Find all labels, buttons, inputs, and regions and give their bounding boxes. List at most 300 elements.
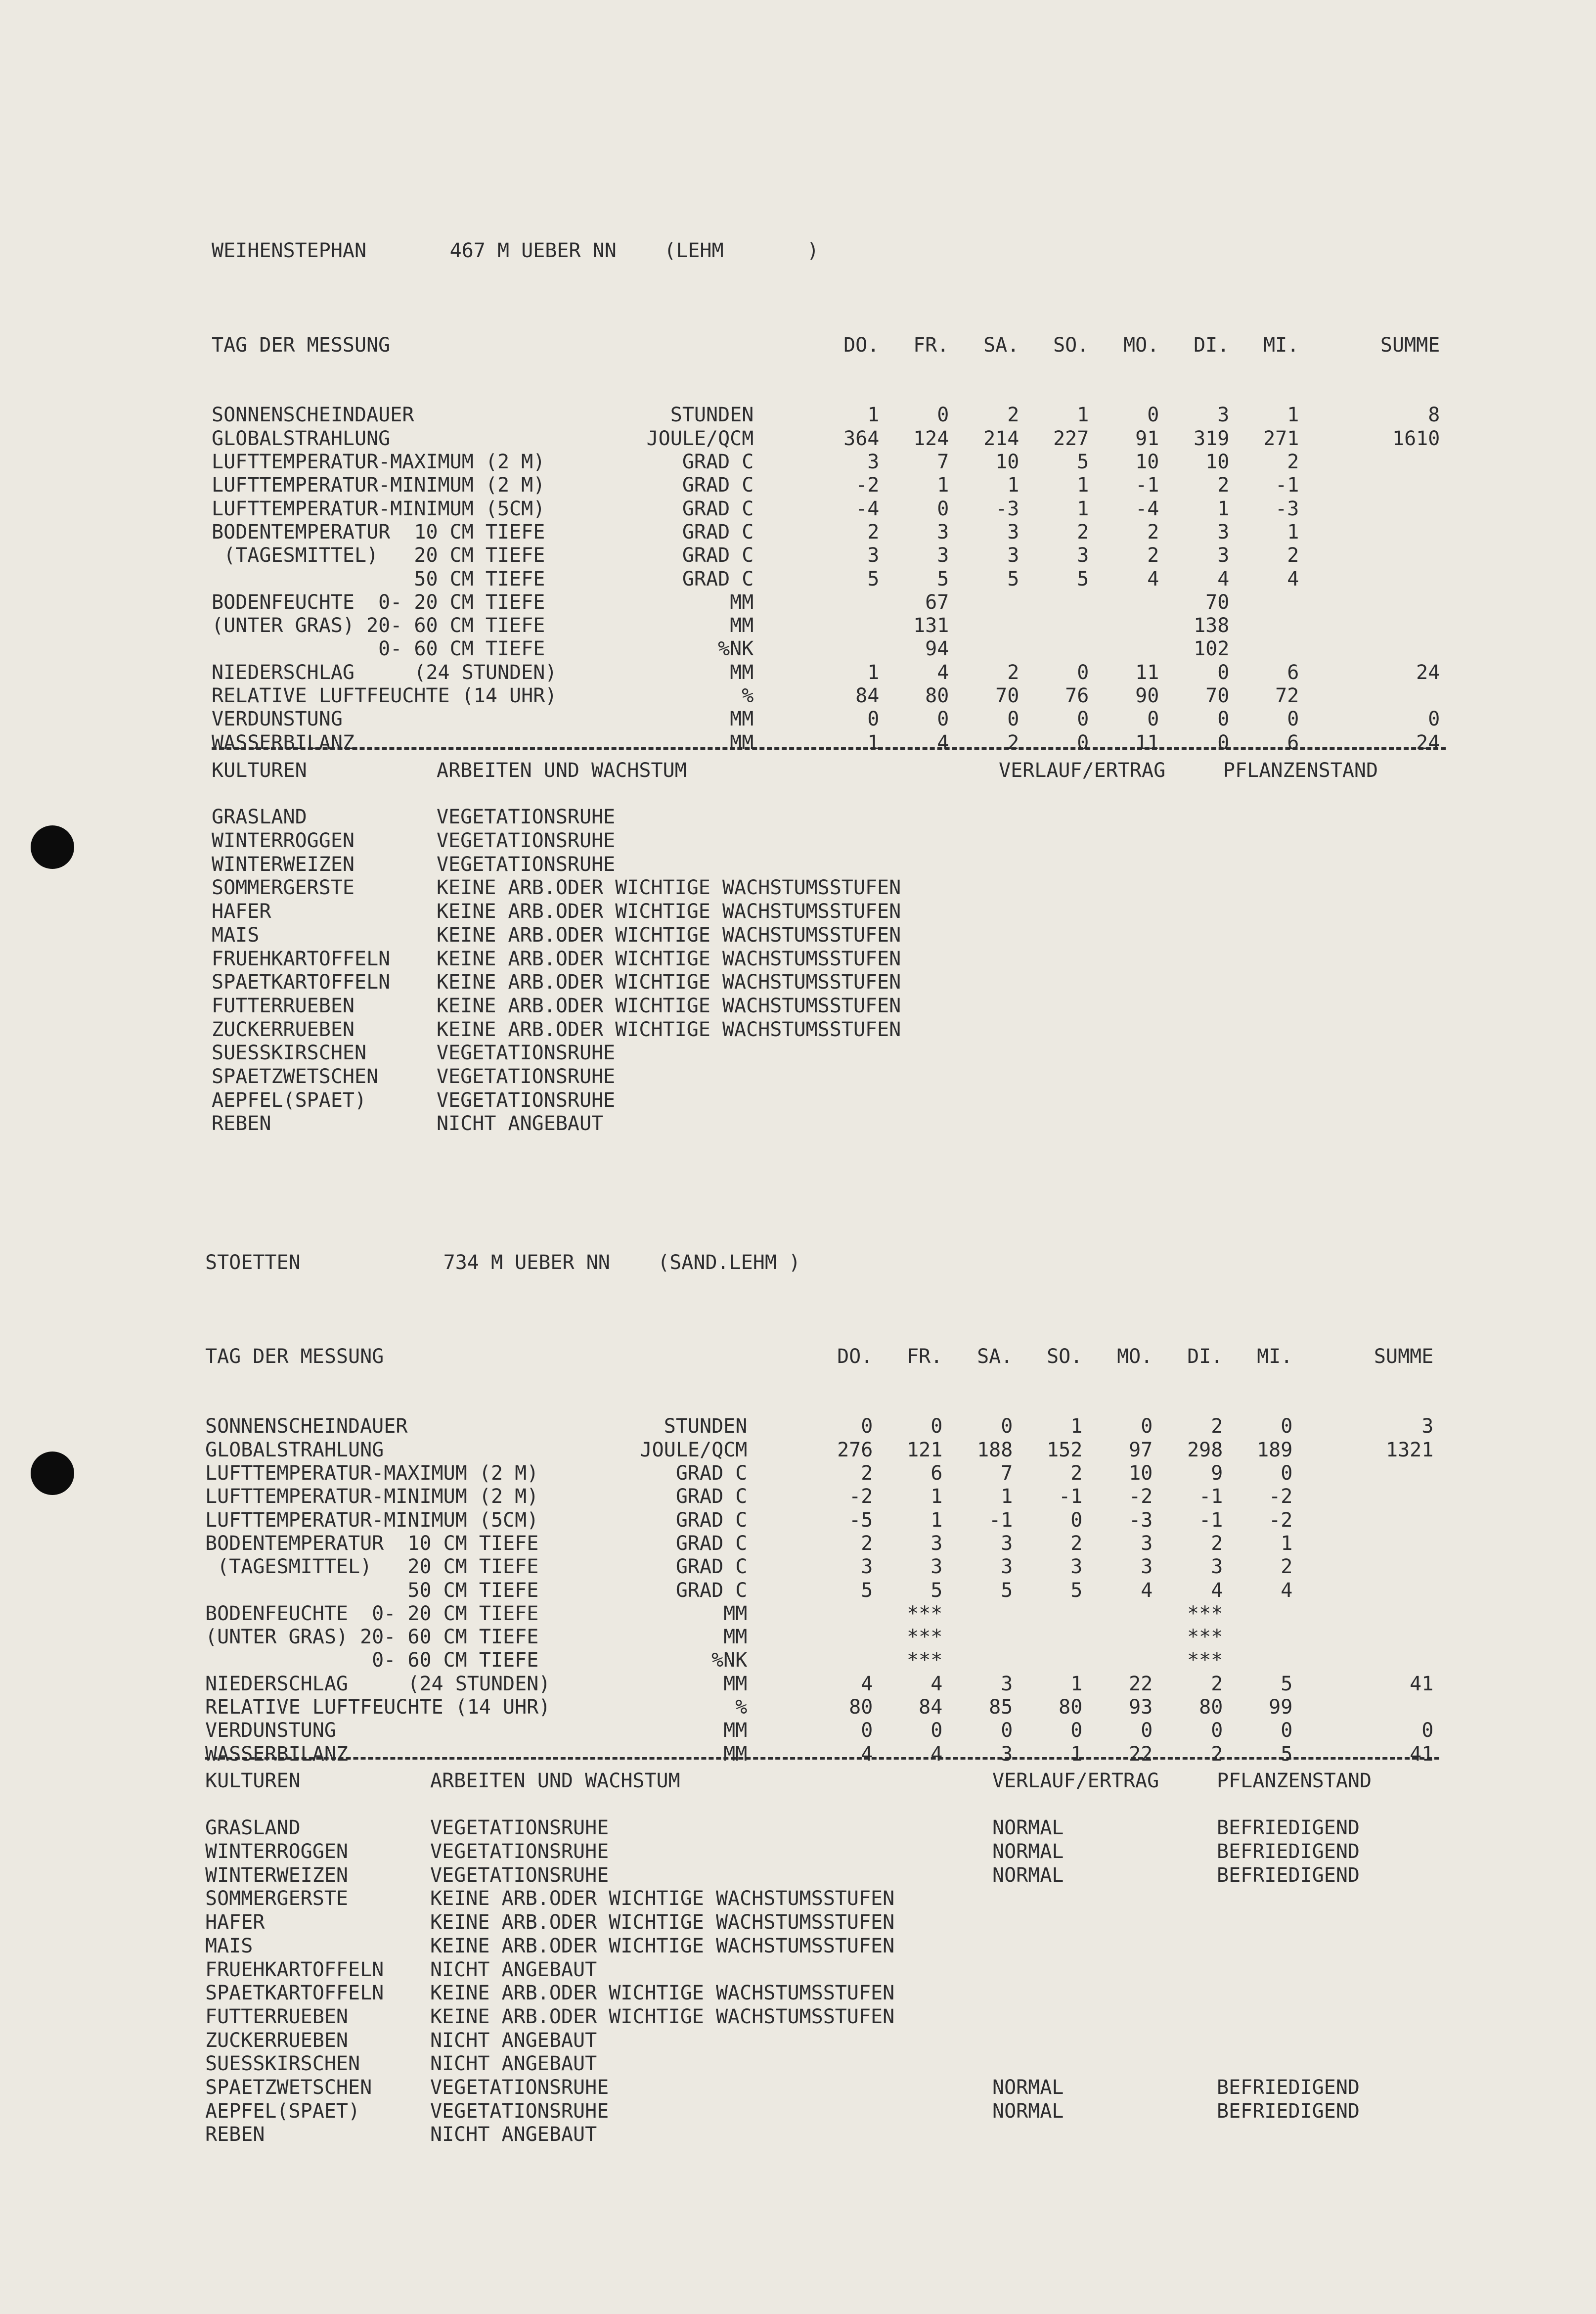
unit-label: MM [723, 1672, 748, 1695]
value-cell: 227 [1053, 427, 1089, 450]
value-cell: 0 [937, 497, 949, 520]
summe-label: SUMME [1374, 1345, 1434, 1368]
value-cell: 1 [931, 1485, 943, 1508]
value-cell: 2 [1211, 1532, 1223, 1555]
value-cell: 3 [1001, 1532, 1013, 1555]
culture-stand: BEFRIEDIGEND [1217, 1840, 1360, 1863]
value-cell: 0 [1070, 1719, 1083, 1742]
value-cell: 0 [931, 1719, 943, 1742]
culture-verlauf: NORMAL [992, 1840, 1064, 1863]
value-cell: 0 [931, 1415, 943, 1438]
value-cell: 76 [1065, 684, 1089, 708]
row-label: RELATIVE LUFTFEUCHTE (14 UHR) [205, 1696, 551, 1719]
value-cell: 5 [1077, 567, 1089, 590]
value-cell: 7 [937, 451, 949, 474]
measurement-row [212, 474, 1299, 497]
value-cell: -5 [849, 1508, 873, 1532]
day-label: FR. [907, 1345, 943, 1368]
value-cell: 3 [1001, 1672, 1013, 1695]
value-cell: 3 [1007, 544, 1020, 567]
culture-name: HAFER [205, 1911, 265, 1934]
value-cell: *** [1187, 1602, 1223, 1625]
measurement-row [212, 661, 1440, 684]
col-kulturen: KULTUREN [205, 1770, 301, 1793]
culture-row [212, 971, 901, 995]
row-label: RELATIVE LUFTFEUCHTE (14 UHR) [212, 684, 557, 708]
culture-work: NICHT ANGEBAUT [430, 2052, 597, 2076]
value-cell: *** [907, 1626, 943, 1649]
value-cell: 5 [1281, 1742, 1293, 1766]
value-cell: -1 [989, 1508, 1013, 1532]
unit-label: JOULE/QCM [640, 1438, 748, 1461]
unit-label: MM [723, 1742, 748, 1766]
value-cell: 1 [1070, 1672, 1083, 1695]
value-cell: 138 [1194, 614, 1230, 637]
col-kulturen: KULTUREN [212, 759, 307, 782]
culture-name: HAFER [212, 900, 271, 923]
value-cell: 70 [1205, 590, 1230, 614]
sum-cell: 41 [1410, 1742, 1434, 1766]
culture-work: VEGETATIONSRUHE [437, 1089, 616, 1112]
culture-verlauf: NORMAL [992, 2076, 1064, 2099]
culture-name: FUTTERRUEBEN [205, 2005, 348, 2028]
culture-work: KEINE ARB.ODER WICHTIGE WACHSTUMSSTUFEN [437, 876, 901, 900]
value-cell: 0 [1001, 1415, 1013, 1438]
culture-row [212, 947, 901, 971]
culture-work: VEGETATIONSRUHE [437, 829, 616, 853]
value-cell: 2 [1211, 1672, 1223, 1695]
value-cell: 0 [861, 1719, 873, 1742]
value-cell: 1 [1281, 1532, 1293, 1555]
culture-work: KEINE ARB.ODER WICHTIGE WACHSTUMSSTUFEN [437, 900, 901, 923]
value-cell: 1 [1070, 1742, 1083, 1766]
value-cell: -2 [855, 474, 880, 497]
value-cell: 3 [1001, 1555, 1013, 1579]
value-cell: 2 [1217, 474, 1230, 497]
punch-hole-upper [31, 825, 74, 869]
value-cell: *** [907, 1649, 943, 1672]
value-cell: 9 [1211, 1462, 1223, 1485]
value-cell: 90 [1135, 684, 1159, 708]
value-cell: 5 [1001, 1579, 1013, 1602]
value-cell: 2 [1077, 520, 1089, 544]
value-cell: 3 [867, 544, 880, 567]
value-cell: 3 [1217, 544, 1230, 567]
value-cell: 121 [907, 1438, 943, 1461]
value-cell: 22 [1129, 1742, 1153, 1766]
measurement-row [205, 1672, 1434, 1696]
value-cell: 319 [1194, 427, 1230, 450]
culture-work: NICHT ANGEBAUT [430, 2029, 597, 2052]
value-cell: 5 [1070, 1579, 1083, 1602]
value-cell: 276 [837, 1438, 873, 1461]
unit-label: GRAD C [682, 497, 754, 520]
value-cell: 2 [1147, 544, 1159, 567]
row-label: LUFTTEMPERATUR-MAXIMUM (2 M) [212, 451, 545, 474]
culture-work: KEINE ARB.ODER WICHTIGE WACHSTUMSSTUFEN [437, 994, 901, 1017]
value-cell: 124 [913, 427, 949, 450]
value-cell: 11 [1135, 661, 1159, 684]
day-label: DO. [837, 1345, 873, 1368]
day-label: DI. [1187, 1345, 1223, 1368]
value-cell: *** [1187, 1649, 1223, 1672]
unit-label: GRAD C [675, 1579, 748, 1602]
culture-name: FRUEHKARTOFFELN [212, 947, 391, 970]
unit-label: % [735, 1696, 748, 1719]
row-label: 0- 60 CM TIEFE [205, 1649, 539, 1672]
culture-work: KEINE ARB.ODER WICHTIGE WACHSTUMSSTUFEN [430, 1911, 895, 1934]
culture-row [212, 1065, 616, 1089]
col-arbeiten: ARBEITEN UND WACHSTUM [437, 759, 687, 782]
day-label: MO. [1123, 333, 1159, 357]
punch-hole-lower [31, 1452, 74, 1495]
unit-label: MM [730, 590, 754, 614]
culture-name: SOMMERGERSTE [205, 1887, 348, 1910]
row-label: WASSERBILANZ [212, 731, 355, 754]
culture-work: VEGETATIONSRUHE [437, 853, 616, 876]
sum-cell: 1610 [1392, 427, 1440, 450]
culture-name: WINTERROGGEN [212, 829, 355, 853]
culture-verlauf: NORMAL [992, 1863, 1064, 1887]
value-cell: -4 [1135, 497, 1159, 520]
value-cell: 1 [1077, 474, 1089, 497]
value-cell: 3 [1001, 1742, 1013, 1766]
value-cell: 1 [1217, 497, 1230, 520]
culture-row [205, 2005, 895, 2029]
measurement-row [205, 1555, 1293, 1579]
value-cell: 1 [931, 1508, 943, 1532]
station-header: STOETTEN 734 M UEBER NN (SAND.LEHM ) [205, 1251, 801, 1274]
culture-row [212, 829, 616, 853]
value-cell: 0 [1217, 731, 1230, 754]
unit-label: GRAD C [682, 451, 754, 474]
value-cell: 0 [1141, 1719, 1153, 1742]
day-label: SA. [983, 333, 1020, 357]
value-cell: 4 [931, 1672, 943, 1695]
culture-work: VEGETATIONSRUHE [430, 2076, 609, 2099]
culture-work: VEGETATIONSRUHE [437, 1042, 616, 1065]
value-cell: 67 [925, 590, 949, 614]
summe-label: SUMME [1380, 333, 1440, 357]
culture-name: FRUEHKARTOFFELN [205, 1958, 384, 1981]
dashed-divider [212, 747, 1446, 750]
value-cell: 5 [1007, 567, 1020, 590]
row-label: (UNTER GRAS) 20- 60 CM TIEFE [205, 1626, 539, 1649]
culture-row [205, 1958, 597, 1982]
day-label: FR. [913, 333, 949, 357]
sum-cell: 24 [1416, 661, 1440, 684]
row-label: (TAGESMITTEL) 20 CM TIEFE [212, 544, 545, 567]
value-cell: 5 [937, 567, 949, 590]
row-label: LUFTTEMPERATUR-MAXIMUM (2 M) [205, 1462, 539, 1485]
row-label: TAG DER MESSUNG [212, 333, 391, 357]
culture-work: VEGETATIONSRUHE [430, 1863, 609, 1887]
measurement-row [205, 1696, 1293, 1719]
col-pflanzen: PFLANZENSTAND [1217, 1770, 1372, 1793]
value-cell: 1 [1070, 1415, 1083, 1438]
culture-work: VEGETATIONSRUHE [437, 1065, 616, 1088]
col-arbeiten: ARBEITEN UND WACHSTUM [430, 1770, 680, 1793]
value-cell: 2 [1007, 731, 1020, 754]
value-cell: 0 [1070, 1508, 1083, 1532]
value-cell: 214 [983, 427, 1020, 450]
day-label: SA. [977, 1345, 1013, 1368]
value-cell: 0 [1281, 1462, 1293, 1485]
row-label: NIEDERSCHLAG (24 STUNDEN) [212, 661, 557, 684]
value-cell: 1 [1007, 474, 1020, 497]
measurement-row [212, 590, 1230, 614]
value-cell: 85 [989, 1696, 1013, 1719]
value-cell: 0 [1077, 661, 1089, 684]
row-label: SONNENSCHEINDAUER [205, 1415, 408, 1438]
value-cell: -3 [995, 497, 1020, 520]
value-cell: 5 [1281, 1672, 1293, 1695]
culture-verlauf: NORMAL [992, 2099, 1064, 2123]
value-cell: 1 [867, 731, 880, 754]
unit-label: GRAD C [675, 1555, 748, 1579]
value-cell: 4 [1211, 1579, 1223, 1602]
value-cell: 0 [1007, 708, 1020, 731]
row-label: SONNENSCHEINDAUER [212, 404, 414, 427]
value-cell: 4 [1217, 567, 1230, 590]
culture-name: ZUCKERRUEBEN [212, 1018, 355, 1041]
value-cell: 1 [867, 661, 880, 684]
value-cell: -2 [1269, 1508, 1293, 1532]
value-cell: 93 [1129, 1696, 1153, 1719]
value-cell: 0 [1281, 1415, 1293, 1438]
unit-label: MM [723, 1719, 748, 1742]
value-cell: 152 [1047, 1438, 1083, 1461]
culture-work: NICHT ANGEBAUT [430, 1958, 597, 1981]
unit-label: STUNDEN [670, 404, 754, 427]
day-header-row [212, 333, 1440, 357]
value-cell: -4 [855, 497, 880, 520]
value-cell: 0 [937, 708, 949, 731]
culture-work: KEINE ARB.ODER WICHTIGE WACHSTUMSSTUFEN [437, 1018, 901, 1041]
day-label: SO. [1047, 1345, 1083, 1368]
value-cell: 5 [861, 1579, 873, 1602]
value-cell: 4 [1141, 1579, 1153, 1602]
value-cell: 0 [1217, 708, 1230, 731]
col-verlauf: VERLAUF/ERTRAG [992, 1770, 1159, 1793]
unit-label: GRAD C [675, 1532, 748, 1555]
value-cell: 1 [1001, 1485, 1013, 1508]
row-label: WASSERBILANZ [205, 1742, 348, 1766]
row-label: VERDUNSTUNG [205, 1719, 336, 1742]
value-cell: 6 [1287, 731, 1299, 754]
value-cell: 1 [1077, 497, 1089, 520]
value-cell: 84 [919, 1696, 943, 1719]
value-cell: 2 [861, 1462, 873, 1485]
value-cell: 271 [1263, 427, 1299, 450]
value-cell: 91 [1135, 427, 1159, 450]
culture-row [205, 1934, 895, 1958]
value-cell: 10 [1129, 1462, 1153, 1485]
value-cell: 2 [861, 1532, 873, 1555]
row-label: LUFTTEMPERATUR-MINIMUM (2 M) [205, 1485, 539, 1508]
value-cell: 3 [1211, 1555, 1223, 1579]
culture-row [205, 2099, 1360, 2124]
measurement-row [205, 1579, 1293, 1602]
culture-row [212, 1112, 604, 1136]
day-label: DI. [1194, 333, 1230, 357]
value-cell: 3 [931, 1532, 943, 1555]
row-label: LUFTTEMPERATUR-MINIMUM (5CM) [212, 497, 545, 520]
culture-row [205, 1863, 1360, 1888]
value-cell: 2 [867, 520, 880, 544]
value-cell: 1 [1287, 520, 1299, 544]
dashed-divider [205, 1757, 1439, 1760]
value-cell: -2 [849, 1485, 873, 1508]
unit-label: MM [723, 1602, 748, 1625]
measurement-row [212, 544, 1299, 567]
culture-work: VEGETATIONSRUHE [430, 1816, 609, 1840]
value-cell: 0 [1141, 1415, 1153, 1438]
value-cell: 3 [1141, 1555, 1153, 1579]
culture-name: WINTERROGGEN [205, 1840, 348, 1863]
unit-label: MM [723, 1626, 748, 1649]
value-cell: -1 [1199, 1508, 1223, 1532]
measurement-row [205, 1602, 1223, 1626]
culture-stand: BEFRIEDIGEND [1217, 2099, 1360, 2123]
culture-row [205, 2123, 597, 2147]
value-cell: 1 [1077, 404, 1089, 427]
value-cell: -3 [1275, 497, 1299, 520]
value-cell: 80 [1059, 1696, 1083, 1719]
value-cell: -3 [1129, 1508, 1153, 1532]
culture-work: KEINE ARB.ODER WICHTIGE WACHSTUMSSTUFEN [437, 971, 901, 994]
culture-row [205, 1887, 895, 1911]
measurement-row [212, 520, 1299, 544]
value-cell: 2 [1070, 1462, 1083, 1485]
value-cell: 4 [1281, 1579, 1293, 1602]
value-cell: 97 [1129, 1438, 1153, 1461]
value-cell: 7 [1001, 1462, 1013, 1485]
row-label: LUFTTEMPERATUR-MINIMUM (5CM) [205, 1508, 539, 1532]
value-cell: -1 [1135, 474, 1159, 497]
value-cell: 0 [1001, 1719, 1013, 1742]
culture-name: GRASLAND [205, 1816, 301, 1840]
culture-row [205, 2076, 1360, 2100]
measurement-row [212, 684, 1299, 708]
unit-label: %NK [718, 637, 754, 661]
value-cell: 131 [913, 614, 949, 637]
row-label: BODENTEMPERATUR 10 CM TIEFE [212, 520, 545, 544]
value-cell: 4 [1147, 567, 1159, 590]
culture-row [205, 1840, 1360, 1864]
unit-label: GRAD C [682, 544, 754, 567]
culture-work: NICHT ANGEBAUT [437, 1112, 604, 1135]
value-cell: 0 [1077, 708, 1089, 731]
culture-name: FUTTERRUEBEN [212, 994, 355, 1017]
culture-name: SUESSKIRSCHEN [212, 1042, 367, 1065]
value-cell: 3 [867, 451, 880, 474]
unit-label: STUNDEN [664, 1415, 748, 1438]
unit-label: GRAD C [675, 1485, 748, 1508]
row-label: GLOBALSTRAHLUNG [212, 427, 391, 450]
value-cell: 4 [861, 1742, 873, 1766]
value-cell: 188 [977, 1438, 1013, 1461]
value-cell: 0 [1147, 708, 1159, 731]
value-cell: 4 [937, 661, 949, 684]
value-cell: 0 [861, 1415, 873, 1438]
value-cell: 99 [1269, 1696, 1293, 1719]
value-cell: *** [907, 1602, 943, 1625]
unit-label: JOULE/QCM [646, 427, 754, 450]
value-cell: 1 [867, 404, 880, 427]
sum-cell: 0 [1421, 1719, 1434, 1742]
measurement-row [212, 497, 1299, 521]
culture-work: NICHT ANGEBAUT [430, 2123, 597, 2146]
culture-row [212, 1042, 616, 1065]
value-cell: 3 [937, 544, 949, 567]
culture-row [205, 2052, 597, 2076]
value-cell: 5 [1077, 451, 1089, 474]
culture-name: REBEN [205, 2123, 265, 2146]
sum-cell: 3 [1421, 1415, 1434, 1438]
unit-label: GRAD C [682, 567, 754, 590]
station-header: WEIHENSTEPHAN 467 M UEBER NN (LEHM ) [212, 239, 819, 262]
culture-name: SPAETZWETSCHEN [212, 1065, 379, 1088]
culture-work: KEINE ARB.ODER WICHTIGE WACHSTUMSSTUFEN [430, 1982, 895, 2005]
day-label: MI. [1263, 333, 1299, 357]
measurement-row [212, 637, 1230, 661]
measurement-row [212, 451, 1299, 474]
sum-cell: 41 [1410, 1672, 1434, 1695]
value-cell: 0 [1281, 1719, 1293, 1742]
row-label: BODENTEMPERATUR 10 CM TIEFE [205, 1532, 539, 1555]
culture-name: ZUCKERRUEBEN [205, 2029, 348, 2052]
measurement-row [205, 1462, 1293, 1485]
measurement-row [212, 427, 1440, 451]
culture-row [212, 923, 901, 948]
value-cell: 3 [937, 520, 949, 544]
culture-row [205, 2029, 597, 2053]
row-label: BODENFEUCHTE 0- 20 CM TIEFE [205, 1602, 539, 1625]
measurement-row [205, 1649, 1223, 1672]
culture-name: REBEN [212, 1112, 271, 1135]
value-cell: 3 [1217, 520, 1230, 544]
value-cell: 2 [1287, 451, 1299, 474]
value-cell: 3 [1070, 1555, 1083, 1579]
value-cell: 2 [1007, 661, 1020, 684]
row-label: TAG DER MESSUNG [205, 1345, 384, 1368]
culture-stand: BEFRIEDIGEND [1217, 1816, 1360, 1840]
culture-row [212, 806, 616, 829]
culture-work: KEINE ARB.ODER WICHTIGE WACHSTUMSSTUFEN [430, 2005, 895, 2028]
culture-name: SUESSKIRSCHEN [205, 2052, 360, 2076]
value-cell: 11 [1135, 731, 1159, 754]
day-label: MO. [1117, 1345, 1153, 1368]
culture-name: WINTERWEIZEN [205, 1863, 348, 1887]
value-cell: *** [1187, 1626, 1223, 1649]
row-label: LUFTTEMPERATUR-MINIMUM (2 M) [212, 474, 545, 497]
value-cell: 2 [1281, 1555, 1293, 1579]
unit-label: MM [730, 731, 754, 754]
culture-name: SOMMERGERSTE [212, 876, 355, 900]
measurement-row [205, 1508, 1293, 1532]
row-label: NIEDERSCHLAG (24 STUNDEN) [205, 1672, 551, 1695]
value-cell: 10 [1205, 451, 1230, 474]
value-cell: 1 [937, 474, 949, 497]
sum-cell: 1321 [1386, 1438, 1434, 1461]
value-cell: 72 [1275, 684, 1299, 708]
measurement-row [205, 1532, 1293, 1555]
value-cell: 3 [1217, 404, 1230, 427]
value-cell: 80 [849, 1696, 873, 1719]
day-label: MI. [1257, 1345, 1293, 1368]
row-label: (UNTER GRAS) 20- 60 CM TIEFE [212, 614, 545, 637]
